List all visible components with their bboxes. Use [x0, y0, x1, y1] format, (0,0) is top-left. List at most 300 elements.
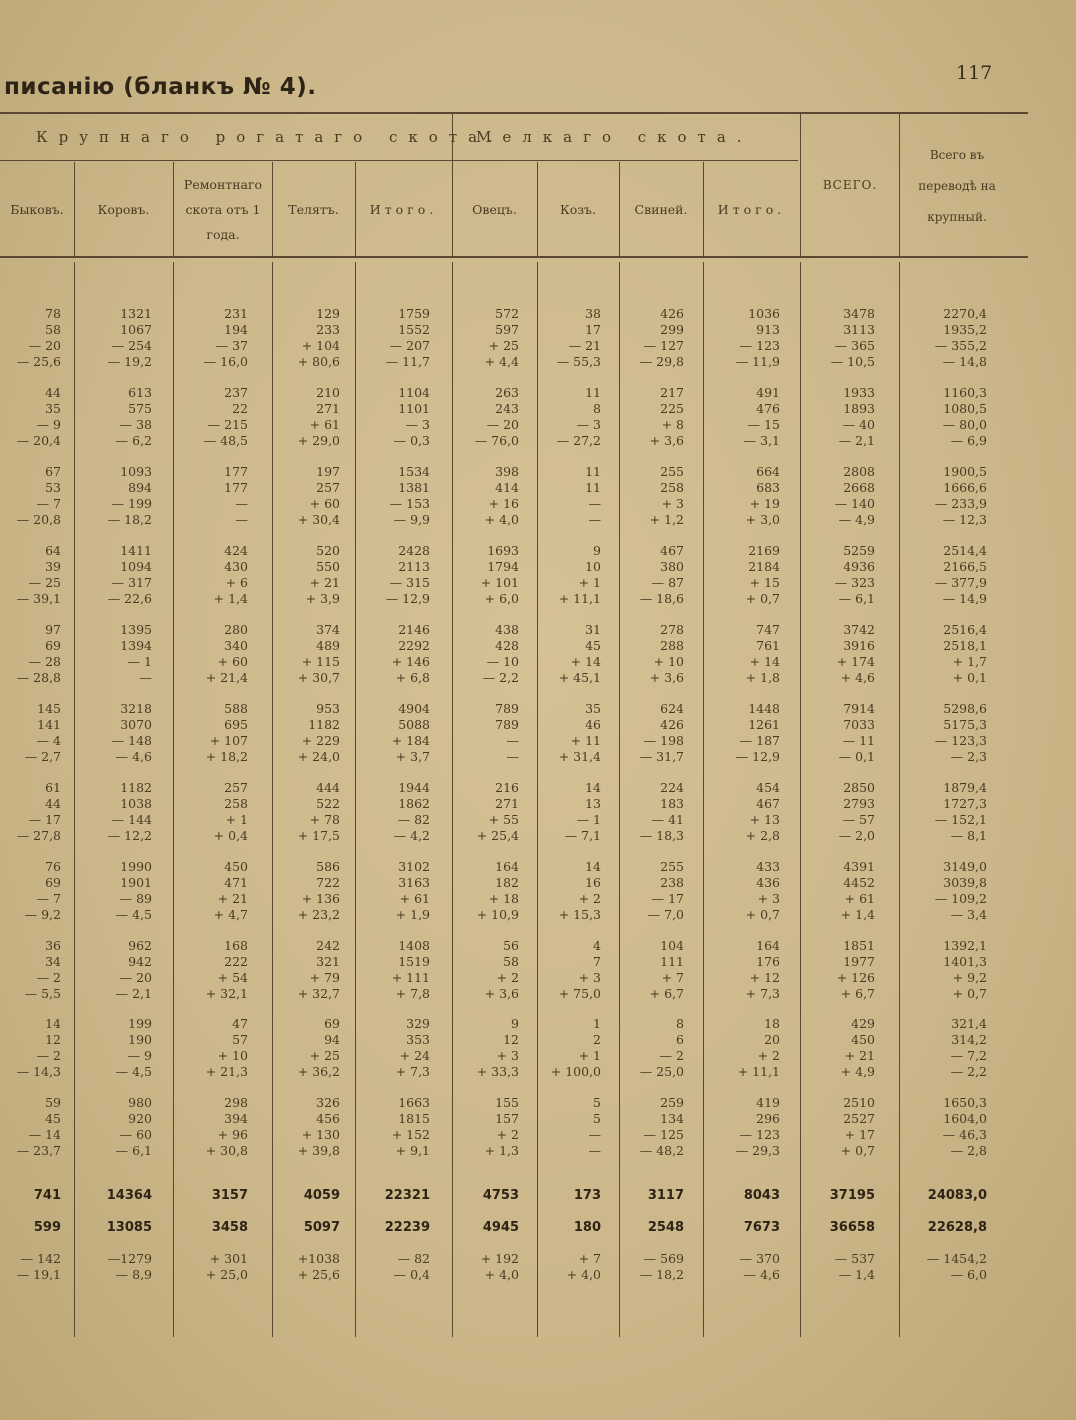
table-cell: + 1,7: [952, 654, 987, 669]
table-cell: — 29,3: [735, 1143, 780, 1158]
table-cell: 58: [45, 322, 61, 337]
table-cell: + 3,6: [649, 670, 684, 685]
table-cell: — 5,5: [24, 986, 61, 1001]
table-cell: — 9,2: [24, 907, 61, 922]
table-cell: 1901: [120, 875, 152, 890]
table-cell: 722: [316, 875, 340, 890]
table-cell: 1900,5: [943, 464, 987, 479]
table-cell: — 4,5: [115, 907, 152, 922]
table-cell: +1038: [297, 1251, 340, 1266]
table-cell: 433: [756, 859, 780, 874]
table-cell: + 78: [309, 812, 340, 827]
table-cell: 3102: [398, 859, 430, 874]
table-cell: + 30,4: [297, 512, 340, 527]
table-cell: — 2,2: [482, 670, 519, 685]
table-cell: — 31,7: [639, 749, 684, 764]
table-cell: 5298,6: [943, 701, 987, 716]
table-row: [0, 417, 1028, 433]
table-row: [0, 575, 1028, 591]
table-cell: + 61: [844, 891, 875, 906]
table-cell: 4936: [843, 559, 875, 574]
table-cell: — 3,4: [950, 907, 987, 922]
table-cell: 61: [45, 780, 61, 795]
table-cell: — 7,0: [647, 907, 684, 922]
table-cell: — 12,9: [735, 749, 780, 764]
table-cell: + 9,1: [395, 1143, 430, 1158]
table-cell: 450: [851, 1032, 875, 1047]
table-cell: — 140: [834, 496, 875, 511]
table-cell: + 4,7: [213, 907, 248, 922]
table-cell: + 21,4: [205, 670, 248, 685]
table-cell: + 146: [391, 654, 430, 669]
table-row: [0, 701, 1028, 717]
table-cell: 321,4: [951, 1016, 987, 1031]
table-cell: 44: [45, 385, 61, 400]
table-cell: 129: [316, 306, 340, 321]
table-cell: — 0,4: [393, 1267, 430, 1282]
table-cell: — 2: [659, 1048, 684, 1063]
table-cell: + 3: [757, 891, 780, 906]
table-cell: 255: [660, 464, 684, 479]
table-cell: + 54: [217, 970, 248, 985]
table-cell: — 27,2: [556, 433, 601, 448]
table-cell: — 3,1: [743, 433, 780, 448]
table-cell: 2514,4: [943, 543, 987, 558]
table-cell: — 20: [28, 338, 61, 353]
table-cell: 326: [316, 1095, 340, 1110]
table-cell: 1666,6: [943, 480, 987, 495]
table-cell: — 60: [119, 1127, 152, 1142]
table-row: [0, 749, 1028, 765]
table-cell: + 55: [488, 812, 519, 827]
table-row: [0, 401, 1028, 417]
table-cell: 1933: [843, 385, 875, 400]
table-cell: — 6,1: [838, 591, 875, 606]
table-cell: 67: [45, 464, 61, 479]
table-cell: 894: [128, 480, 152, 495]
table-cell: 58: [503, 954, 519, 969]
table-cell: 14: [585, 859, 601, 874]
table-cell: + 1: [225, 812, 248, 827]
table-cell: 1182: [308, 717, 340, 732]
table-cell: 586: [316, 859, 340, 874]
table-cell: — 10: [486, 654, 519, 669]
table-cell: 471: [224, 875, 248, 890]
table-row: [0, 496, 1028, 512]
table-cell: 1067: [120, 322, 152, 337]
table-row: [0, 464, 1028, 480]
table-cell: + 8: [661, 417, 684, 432]
table-cell: 231: [224, 306, 248, 321]
table-cell: 2166,5: [943, 559, 987, 574]
table-cell: 12: [503, 1032, 519, 1047]
table-cell: — 6,0: [950, 1267, 987, 1282]
table-cell: 321: [316, 954, 340, 969]
table-cell: + 21,3: [205, 1064, 248, 1079]
table-row: [0, 322, 1028, 338]
table-cell: + 4,9: [840, 1064, 875, 1079]
table-cell: + 31,4: [558, 749, 601, 764]
table-cell: + 17: [844, 1127, 875, 1142]
table-cell: — 123: [739, 338, 780, 353]
table-cell: — 18,3: [639, 828, 684, 843]
table-row: [0, 812, 1028, 828]
table-cell: 1727,3: [943, 796, 987, 811]
table-cell: 1604,0: [943, 1111, 987, 1126]
group-header-small-stock: Мелкаго скота.: [476, 128, 753, 146]
table-cell: — 17: [651, 891, 684, 906]
table-cell: 14364: [106, 1188, 152, 1203]
table-cell: — 14: [28, 1127, 61, 1142]
table-row: [0, 480, 1028, 496]
table-cell: 76: [45, 859, 61, 874]
table-cell: 6: [676, 1032, 684, 1047]
table-cell: 10: [585, 559, 601, 574]
table-cell: 741: [33, 1188, 61, 1203]
table-cell: 1411: [120, 543, 152, 558]
table-cell: 94: [324, 1032, 340, 1047]
table-cell: 2518,1: [943, 638, 987, 653]
table-row: [0, 717, 1028, 733]
table-cell: — 370: [739, 1251, 780, 1266]
table-cell: 22239: [384, 1220, 430, 1235]
table-cell: 173: [573, 1188, 601, 1203]
table-cell: 4391: [843, 859, 875, 874]
table-cell: + 6,7: [840, 986, 875, 1001]
table-cell: + 4,0: [566, 1267, 601, 1282]
table-cell: —: [506, 733, 519, 748]
table-cell: — 2,2: [950, 1064, 987, 1079]
table-cell: + 25,0: [205, 1267, 248, 1282]
table-cell: — 2,7: [24, 749, 61, 764]
table-cell: 962: [128, 938, 152, 953]
table-cell: — 2,0: [838, 828, 875, 843]
table-cell: 237: [224, 385, 248, 400]
table-cell: — 20,4: [16, 433, 61, 448]
column-header-calves: Телятъ.: [288, 202, 339, 217]
table-cell: + 25,4: [476, 828, 519, 843]
table-cell: — 48,5: [203, 433, 248, 448]
table-cell: + 79: [309, 970, 340, 985]
table-cell: + 136: [301, 891, 340, 906]
table-cell: + 25: [309, 1048, 340, 1063]
table-cell: 190: [128, 1032, 152, 1047]
table-cell: 1448: [748, 701, 780, 716]
table-cell: + 0,7: [840, 1143, 875, 1158]
table-cell: 747: [756, 622, 780, 637]
table-cell: 4059: [303, 1188, 340, 1203]
table-cell: 353: [406, 1032, 430, 1047]
table-row: [0, 622, 1028, 638]
table-cell: — 7: [36, 891, 61, 906]
table-cell: 69: [324, 1016, 340, 1031]
column-header-pigs: Свиней.: [634, 202, 688, 217]
table-cell: — 37: [215, 338, 248, 353]
table-cell: 1036: [748, 306, 780, 321]
table-cell: —: [588, 496, 601, 511]
table-cell: — 25,6: [16, 354, 61, 369]
table-cell: 1101: [398, 401, 430, 416]
table-cell: 157: [495, 1111, 519, 1126]
table-cell: 1395: [120, 622, 152, 637]
table-cell: 11: [585, 464, 601, 479]
table-cell: 45: [45, 1111, 61, 1126]
table-cell: 3070: [120, 717, 152, 732]
table-row: [0, 1064, 1028, 1080]
table-cell: 3113: [843, 322, 875, 337]
table-cell: + 3,6: [484, 986, 519, 1001]
table-cell: 340: [224, 638, 248, 653]
table-cell: 38: [585, 306, 601, 321]
table-cell: — 2,3: [950, 749, 987, 764]
table-cell: 16: [585, 875, 601, 890]
table-cell: 104: [660, 938, 684, 953]
table-cell: —: [235, 512, 248, 527]
table-cell: 210: [316, 385, 340, 400]
table-cell: + 3,9: [305, 591, 340, 606]
table-row: [0, 938, 1028, 954]
table-cell: — 11,7: [385, 354, 430, 369]
table-cell: + 174: [836, 654, 875, 669]
table-cell: — 6,1: [115, 1143, 152, 1158]
table-row: [0, 1143, 1028, 1159]
table-cell: — 41: [651, 812, 684, 827]
table-cell: 4452: [843, 875, 875, 890]
table-cell: + 2,8: [745, 828, 780, 843]
table-cell: 59: [45, 1095, 61, 1110]
table-cell: —: [139, 670, 152, 685]
table-cell: 259: [660, 1095, 684, 1110]
table-cell: 18: [764, 1016, 780, 1031]
table-cell: — 187: [739, 733, 780, 748]
table-cell: 9: [511, 1016, 519, 1031]
table-cell: 1093: [120, 464, 152, 479]
table-cell: 258: [660, 480, 684, 495]
table-cell: —: [235, 496, 248, 511]
table-cell: + 32,1: [205, 986, 248, 1001]
table-cell: — 4,6: [115, 749, 152, 764]
table-row: [0, 385, 1028, 401]
table-cell: 683: [756, 480, 780, 495]
table-cell: 1794: [487, 559, 519, 574]
table-row: [0, 780, 1028, 796]
table-cell: — 317: [111, 575, 152, 590]
table-cell: — 20,8: [16, 512, 61, 527]
table-cell: 299: [660, 322, 684, 337]
table-cell: 45: [585, 638, 601, 653]
table-cell: 522: [316, 796, 340, 811]
table-cell: 597: [495, 322, 519, 337]
table-cell: + 16: [488, 496, 519, 511]
table-cell: 314,2: [951, 1032, 987, 1047]
table-cell: 3218: [120, 701, 152, 716]
table-cell: — 10,5: [830, 354, 875, 369]
table-cell: + 24,0: [297, 749, 340, 764]
table-cell: + 13: [749, 812, 780, 827]
table-cell: 1401,3: [943, 954, 987, 969]
table-cell: — 0,1: [838, 749, 875, 764]
hdr-divider: [899, 114, 900, 256]
table-cell: 1851: [843, 938, 875, 953]
table-cell: — 25: [28, 575, 61, 590]
table-cell: 13: [585, 796, 601, 811]
table-cell: 789: [495, 701, 519, 716]
table-cell: 436: [756, 875, 780, 890]
table-cell: 34: [45, 954, 61, 969]
table-cell: 491: [756, 385, 780, 400]
table-cell: 20: [764, 1032, 780, 1047]
table-cell: + 7,3: [745, 986, 780, 1001]
table-cell: 3157: [211, 1188, 248, 1203]
table-cell: — 4,6: [743, 1267, 780, 1282]
table-cell: — 1454,2: [926, 1251, 987, 1266]
table-cell: 4945: [482, 1220, 519, 1235]
table-cell: 1080,5: [943, 401, 987, 416]
table-cell: —: [588, 512, 601, 527]
table-cell: 155: [495, 1095, 519, 1110]
table-cell: — 16,0: [203, 354, 248, 369]
table-cell: + 184: [391, 733, 430, 748]
header-bottom-rule: [0, 256, 1028, 258]
column-header-large-total: Итого.: [369, 202, 438, 217]
table-cell: — 4,5: [115, 1064, 152, 1079]
table-cell: 913: [756, 322, 780, 337]
table-cell: + 21: [217, 891, 248, 906]
table-cell: + 10: [653, 654, 684, 669]
table-cell: + 3,7: [395, 749, 430, 764]
table-cell: 1977: [843, 954, 875, 969]
table-cell: — 12,2: [107, 828, 152, 843]
table-cell: — 215: [207, 417, 248, 432]
table-cell: 476: [756, 401, 780, 416]
table-cell: 12: [45, 1032, 61, 1047]
table-cell: 168: [224, 938, 248, 953]
table-cell: + 3: [661, 496, 684, 511]
table-cell: 1935,2: [943, 322, 987, 337]
table-row: [0, 954, 1028, 970]
table-cell: 1: [593, 1016, 601, 1031]
table-row: [0, 1095, 1028, 1111]
table-cell: — 144: [111, 812, 152, 827]
table-cell: 24083,0: [927, 1188, 987, 1203]
table-cell: — 8,9: [115, 1267, 152, 1282]
table-row: [0, 1251, 1028, 1267]
table-cell: + 115: [301, 654, 340, 669]
table-cell: — 22,6: [107, 591, 152, 606]
table-cell: 2113: [398, 559, 430, 574]
table-cell: + 3: [578, 970, 601, 985]
table-cell: + 4,4: [484, 354, 519, 369]
table-row: [0, 512, 1028, 528]
table-cell: 11: [585, 385, 601, 400]
table-cell: + 25,6: [297, 1267, 340, 1282]
table-cell: 278: [660, 622, 684, 637]
table-row: [0, 875, 1028, 891]
column-header-goats: Козъ.: [560, 202, 596, 217]
table-cell: 430: [224, 559, 248, 574]
table-cell: 1879,4: [943, 780, 987, 795]
table-cell: —: [588, 1143, 601, 1158]
group-rule: [0, 160, 798, 161]
table-cell: + 32,7: [297, 986, 340, 1001]
table-cell: — 207: [389, 338, 430, 353]
table-cell: 217: [660, 385, 684, 400]
table-cell: 1392,1: [943, 938, 987, 953]
table-cell: — 18,2: [107, 512, 152, 527]
table-cell: — 254: [111, 338, 152, 353]
table-cell: — 28,8: [16, 670, 61, 685]
table-cell: 271: [316, 401, 340, 416]
table-cell: 1104: [398, 385, 430, 400]
table-cell: — 55,3: [556, 354, 601, 369]
table-cell: 296: [756, 1111, 780, 1126]
table-cell: 550: [316, 559, 340, 574]
table-cell: + 30,7: [297, 670, 340, 685]
table-cell: 2184: [748, 559, 780, 574]
table-cell: — 19,1: [16, 1267, 61, 1282]
table-cell: 419: [756, 1095, 780, 1110]
table-cell: 180: [573, 1220, 601, 1235]
table-row: [0, 354, 1028, 370]
table-cell: — 48,2: [639, 1143, 684, 1158]
table-cell: 1519: [398, 954, 430, 969]
table-cell: 5: [593, 1095, 601, 1110]
table-cell: + 2: [757, 1048, 780, 1063]
table-cell: + 10,9: [476, 907, 519, 922]
table-cell: 1094: [120, 559, 152, 574]
table-cell: + 1: [578, 1048, 601, 1063]
table-row: [0, 891, 1028, 907]
table-row: [0, 338, 1028, 354]
table-cell: 1552: [398, 322, 430, 337]
table-cell: 624: [660, 701, 684, 716]
table-cell: — 18,6: [639, 591, 684, 606]
table-cell: + 107: [209, 733, 248, 748]
table-cell: 1160,3: [943, 385, 987, 400]
table-cell: — 80,0: [942, 417, 987, 432]
table-cell: — 11,9: [735, 354, 780, 369]
table-cell: 454: [756, 780, 780, 795]
table-cell: 8: [676, 1016, 684, 1031]
table-cell: 141: [37, 717, 61, 732]
table-cell: 2146: [398, 622, 430, 637]
table-cell: + 0,4: [213, 828, 248, 843]
table-cell: 450: [224, 859, 248, 874]
table-cell: — 2: [36, 1048, 61, 1063]
table-cell: —: [588, 1127, 601, 1142]
table-cell: — 142: [20, 1251, 61, 1266]
table-cell: 424: [224, 543, 248, 558]
table-cell: — 198: [643, 733, 684, 748]
table-cell: 233: [316, 322, 340, 337]
table-cell: 2516,4: [943, 622, 987, 637]
table-cell: 111: [660, 954, 684, 969]
page-header: писанію (бланкъ № 4).: [4, 74, 317, 100]
table-cell: 8043: [743, 1188, 780, 1203]
table-cell: 257: [316, 480, 340, 495]
table-cell: 3458: [211, 1220, 248, 1235]
table-cell: 664: [756, 464, 780, 479]
table-cell: — 25,0: [639, 1064, 684, 1079]
table-cell: 2270,4: [943, 306, 987, 321]
table-cell: + 0,7: [745, 907, 780, 922]
table-cell: — 38: [119, 417, 152, 432]
table-cell: 11: [585, 480, 601, 495]
table-row: [0, 670, 1028, 686]
table-cell: 35: [585, 701, 601, 716]
table-cell: 1650,3: [943, 1095, 987, 1110]
table-cell: 3916: [843, 638, 875, 653]
